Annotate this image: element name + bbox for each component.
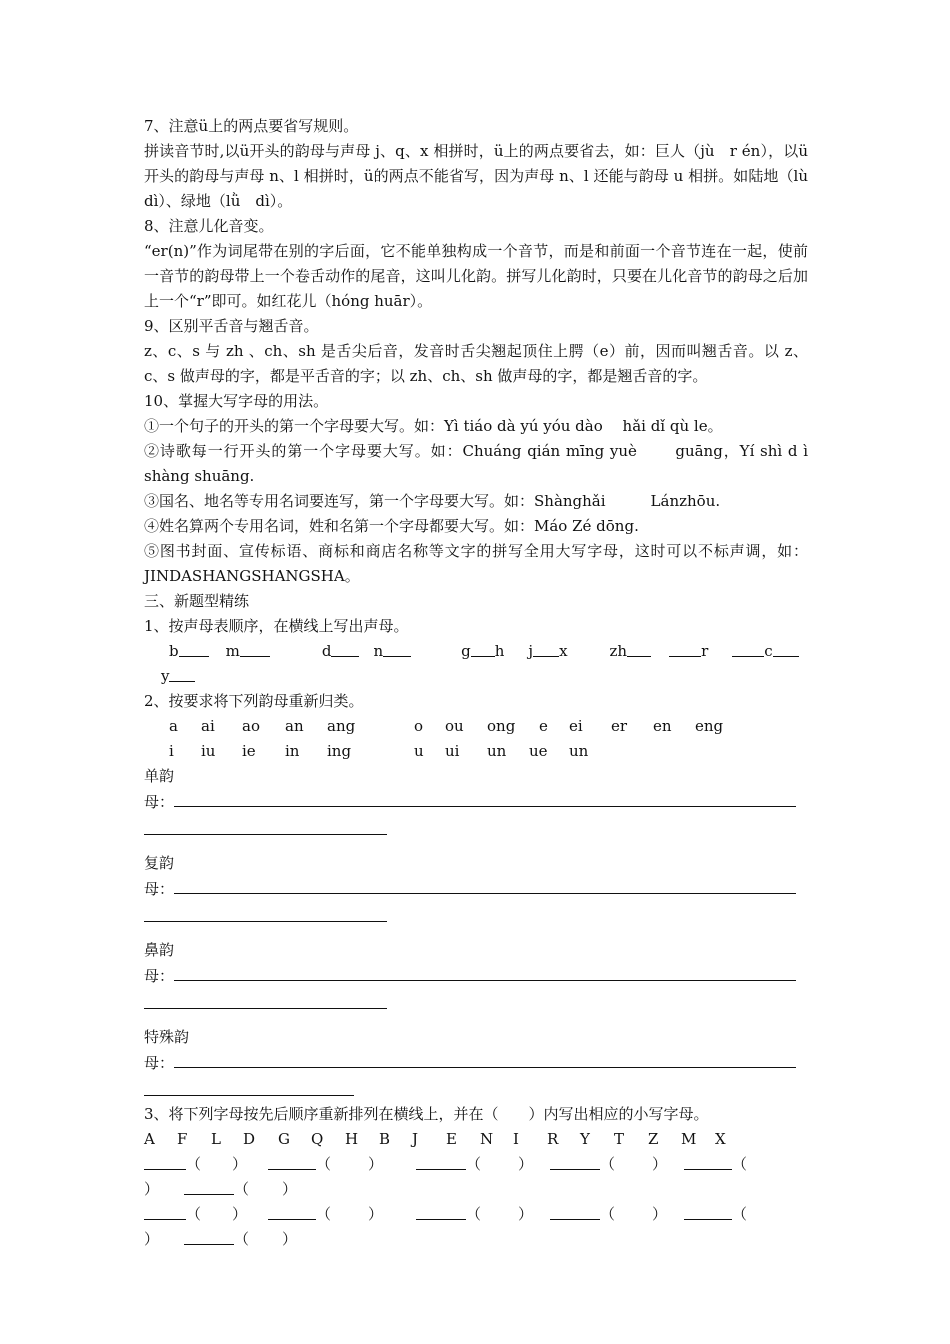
final-item: in <box>285 742 300 760</box>
answer-blank[interactable] <box>383 639 411 657</box>
final-item: ing <box>327 742 352 760</box>
final-item: i <box>169 742 174 760</box>
initial-x: x <box>559 642 568 660</box>
letter: B <box>379 1130 391 1148</box>
letter: Y <box>580 1130 590 1148</box>
final-item: ai <box>201 717 215 735</box>
section-10-item-2: ②诗歌每一行开头的第一个字母要大写。如：Chuáng qián mīng yuè guāng，Yí shì d ì shàng shuāng. <box>144 442 808 485</box>
letter: D <box>243 1130 256 1148</box>
letter: E <box>446 1130 457 1148</box>
letter: G <box>278 1130 290 1148</box>
answer-blank[interactable] <box>179 639 209 657</box>
answer-blank[interactable] <box>331 639 359 657</box>
answer-row-2a: （ ） （ ） （ ） （ ） （ <box>144 1202 808 1227</box>
answer-blank[interactable] <box>416 1152 466 1170</box>
part-3-title: 三、新题型精练 <box>144 592 250 610</box>
question-3-title: 3、将下列字母按先后顺序重新排列在横线上，并在（ ）内写出相应的小写字母。 <box>144 1105 709 1123</box>
answer-blank[interactable] <box>732 639 764 657</box>
answer-blank[interactable] <box>627 639 651 657</box>
answer-blank[interactable] <box>684 1152 732 1170</box>
initial-y: y <box>161 667 170 685</box>
answer-blank[interactable] <box>471 639 495 657</box>
initial-d: d <box>321 642 332 660</box>
letter: H <box>345 1130 359 1148</box>
letter: I <box>513 1130 519 1148</box>
initial-c: c <box>764 642 773 660</box>
answer-blank[interactable] <box>550 1202 600 1220</box>
letter: F <box>177 1130 188 1148</box>
initial-h: h <box>494 642 505 660</box>
answer-line[interactable] <box>174 876 796 894</box>
answer-blank[interactable] <box>773 639 799 657</box>
finals-row-2 <box>144 739 808 764</box>
answer-blank[interactable] <box>240 639 270 657</box>
answer-blank[interactable] <box>684 1202 732 1220</box>
answer-line[interactable] <box>174 1050 796 1068</box>
final-item: er <box>611 717 628 735</box>
final-item: iu <box>201 742 216 760</box>
letter: T <box>614 1130 625 1148</box>
answer-blank[interactable] <box>533 639 559 657</box>
letter: Z <box>648 1130 659 1148</box>
final-item: en <box>653 717 672 735</box>
section-9-title: 9、区别平舌音与翘舌音。 <box>144 317 319 335</box>
section-9-body: z、c、s 与 zh 、ch、sh 是舌尖后音，发音时舌尖翘起顶住上腭（e）前，因而叫翘舌音。以 z、c、s 做声母的字，都是平舌音的字；以 zh、ch、sh 做声母的字，都是翘舌音的字。 <box>144 342 808 385</box>
section-8-body: “er(n)”作为词尾带在别的字后面，它不能单独构成一个音节，而是和前面一个音节连在一起，使前一音节的韵母带上一个卷舌动作的尾音，这叫儿化韵。拼写儿化韵时，只要在儿化音节的韵母之后加上一个“r”即可。如红花儿（hóng huār）。 <box>144 242 808 310</box>
final-item: ou <box>445 717 464 735</box>
letter: J <box>412 1130 419 1148</box>
question-2-title: 2、按要求将下列韵母重新归类。 <box>144 692 364 710</box>
initial-r: r <box>701 642 709 660</box>
final-item: ui <box>445 742 460 760</box>
worksheet-page <box>144 114 808 1252</box>
section-8-title: 8、注意儿化音变。 <box>144 217 274 235</box>
section-10-item-4: ④姓名算两个专用名词，姓和名第一个字母都要大写。如：Máo Zé dōng. <box>144 517 639 535</box>
initial-j: j <box>528 642 534 660</box>
letters-row <box>144 1127 808 1152</box>
answer-blank[interactable] <box>144 1152 186 1170</box>
letter: L <box>211 1130 221 1148</box>
answer-blank[interactable] <box>669 639 701 657</box>
answer-row-1a: （ ） （ ） （ ） （ ） （ <box>144 1152 808 1177</box>
answer-blank[interactable] <box>184 1227 234 1245</box>
initial-g: g <box>461 642 471 660</box>
category-special-finals: 特殊韵 母： <box>144 1025 808 1096</box>
category-nasal-finals: 鼻韵 母： <box>144 938 808 1009</box>
question-1-row-2 <box>144 664 808 689</box>
section-10-title: 10、掌握大写字母的用法。 <box>144 392 329 410</box>
final-item: ao <box>242 717 260 735</box>
letter: Q <box>311 1130 324 1148</box>
letter: R <box>547 1130 559 1148</box>
final-item: an <box>285 717 304 735</box>
letter: M <box>681 1130 697 1148</box>
initial-b: b <box>169 642 179 660</box>
final-item: u <box>414 742 424 760</box>
letter: N <box>480 1130 494 1148</box>
initial-n: n <box>373 642 384 660</box>
answer-blank[interactable] <box>169 664 195 682</box>
answer-blank[interactable] <box>184 1177 234 1195</box>
answer-blank[interactable] <box>550 1152 600 1170</box>
final-item: ue <box>529 742 548 760</box>
answer-blank[interactable] <box>268 1152 316 1170</box>
section-10-item-3: ③国名、地名等专用名词要连写，第一个字母要大写。如：Shànghǎi Lánzhōu. <box>144 492 721 510</box>
category-simple-finals: 单韵 母： <box>144 764 808 835</box>
final-item: eng <box>695 717 724 735</box>
section-10-item-1: ①一个句子的开头的第一个字母要大写。如：Yì tiáo dà yú yóu dào hǎi dǐ qù le。 <box>144 417 723 435</box>
answer-blank[interactable] <box>268 1202 316 1220</box>
final-item: ie <box>242 742 256 760</box>
final-item: a <box>169 717 178 735</box>
question-1-title: 1、按声母表顺序，在横线上写出声母。 <box>144 617 409 635</box>
answer-row-1b: ） （ ） <box>144 1177 808 1202</box>
final-item: un <box>487 742 507 760</box>
answer-line[interactable] <box>174 963 796 981</box>
letter: X <box>715 1130 726 1148</box>
final-item: ei <box>569 717 583 735</box>
question-1-row-1 <box>144 639 808 664</box>
initial-zh: zh <box>609 642 628 660</box>
letter: A <box>144 1130 155 1148</box>
final-item: un <box>569 742 589 760</box>
answer-line[interactable] <box>174 789 796 807</box>
final-item: e <box>539 717 548 735</box>
section-10-item-5: ⑤图书封面、宣传标语、商标和商店名称等文字的拼写全用大写字母，这时可以不标声调，如：JINDASHANGSHANGSHA。 <box>144 542 808 585</box>
answer-blank[interactable] <box>144 1202 186 1220</box>
final-item: o <box>414 717 424 735</box>
final-item: ong <box>487 717 516 735</box>
initial-m: m <box>225 642 240 660</box>
final-item: ang <box>327 717 356 735</box>
section-7-title: 7、注意ü上的两点要省写规则。 <box>144 117 359 135</box>
answer-line-continued[interactable] <box>144 1095 354 1096</box>
category-compound-finals: 复韵 母： <box>144 851 808 922</box>
answer-blank[interactable] <box>416 1202 466 1220</box>
finals-row-1 <box>144 714 808 739</box>
answer-row-2b: ） （ ） <box>144 1227 808 1252</box>
section-7-body: 拼读音节时,以ü开头的韵母与声母 j、q、x 相拼时，ü上的两点要省去，如：巨人（jù r én），以ü开头的韵母与声母 n、l 相拼时，ü的两点不能省写，因为声母 n、l 还能与韵母 u 相拼。如陆地（lù dì）、绿地（lǜ dì）。 <box>144 142 808 210</box>
